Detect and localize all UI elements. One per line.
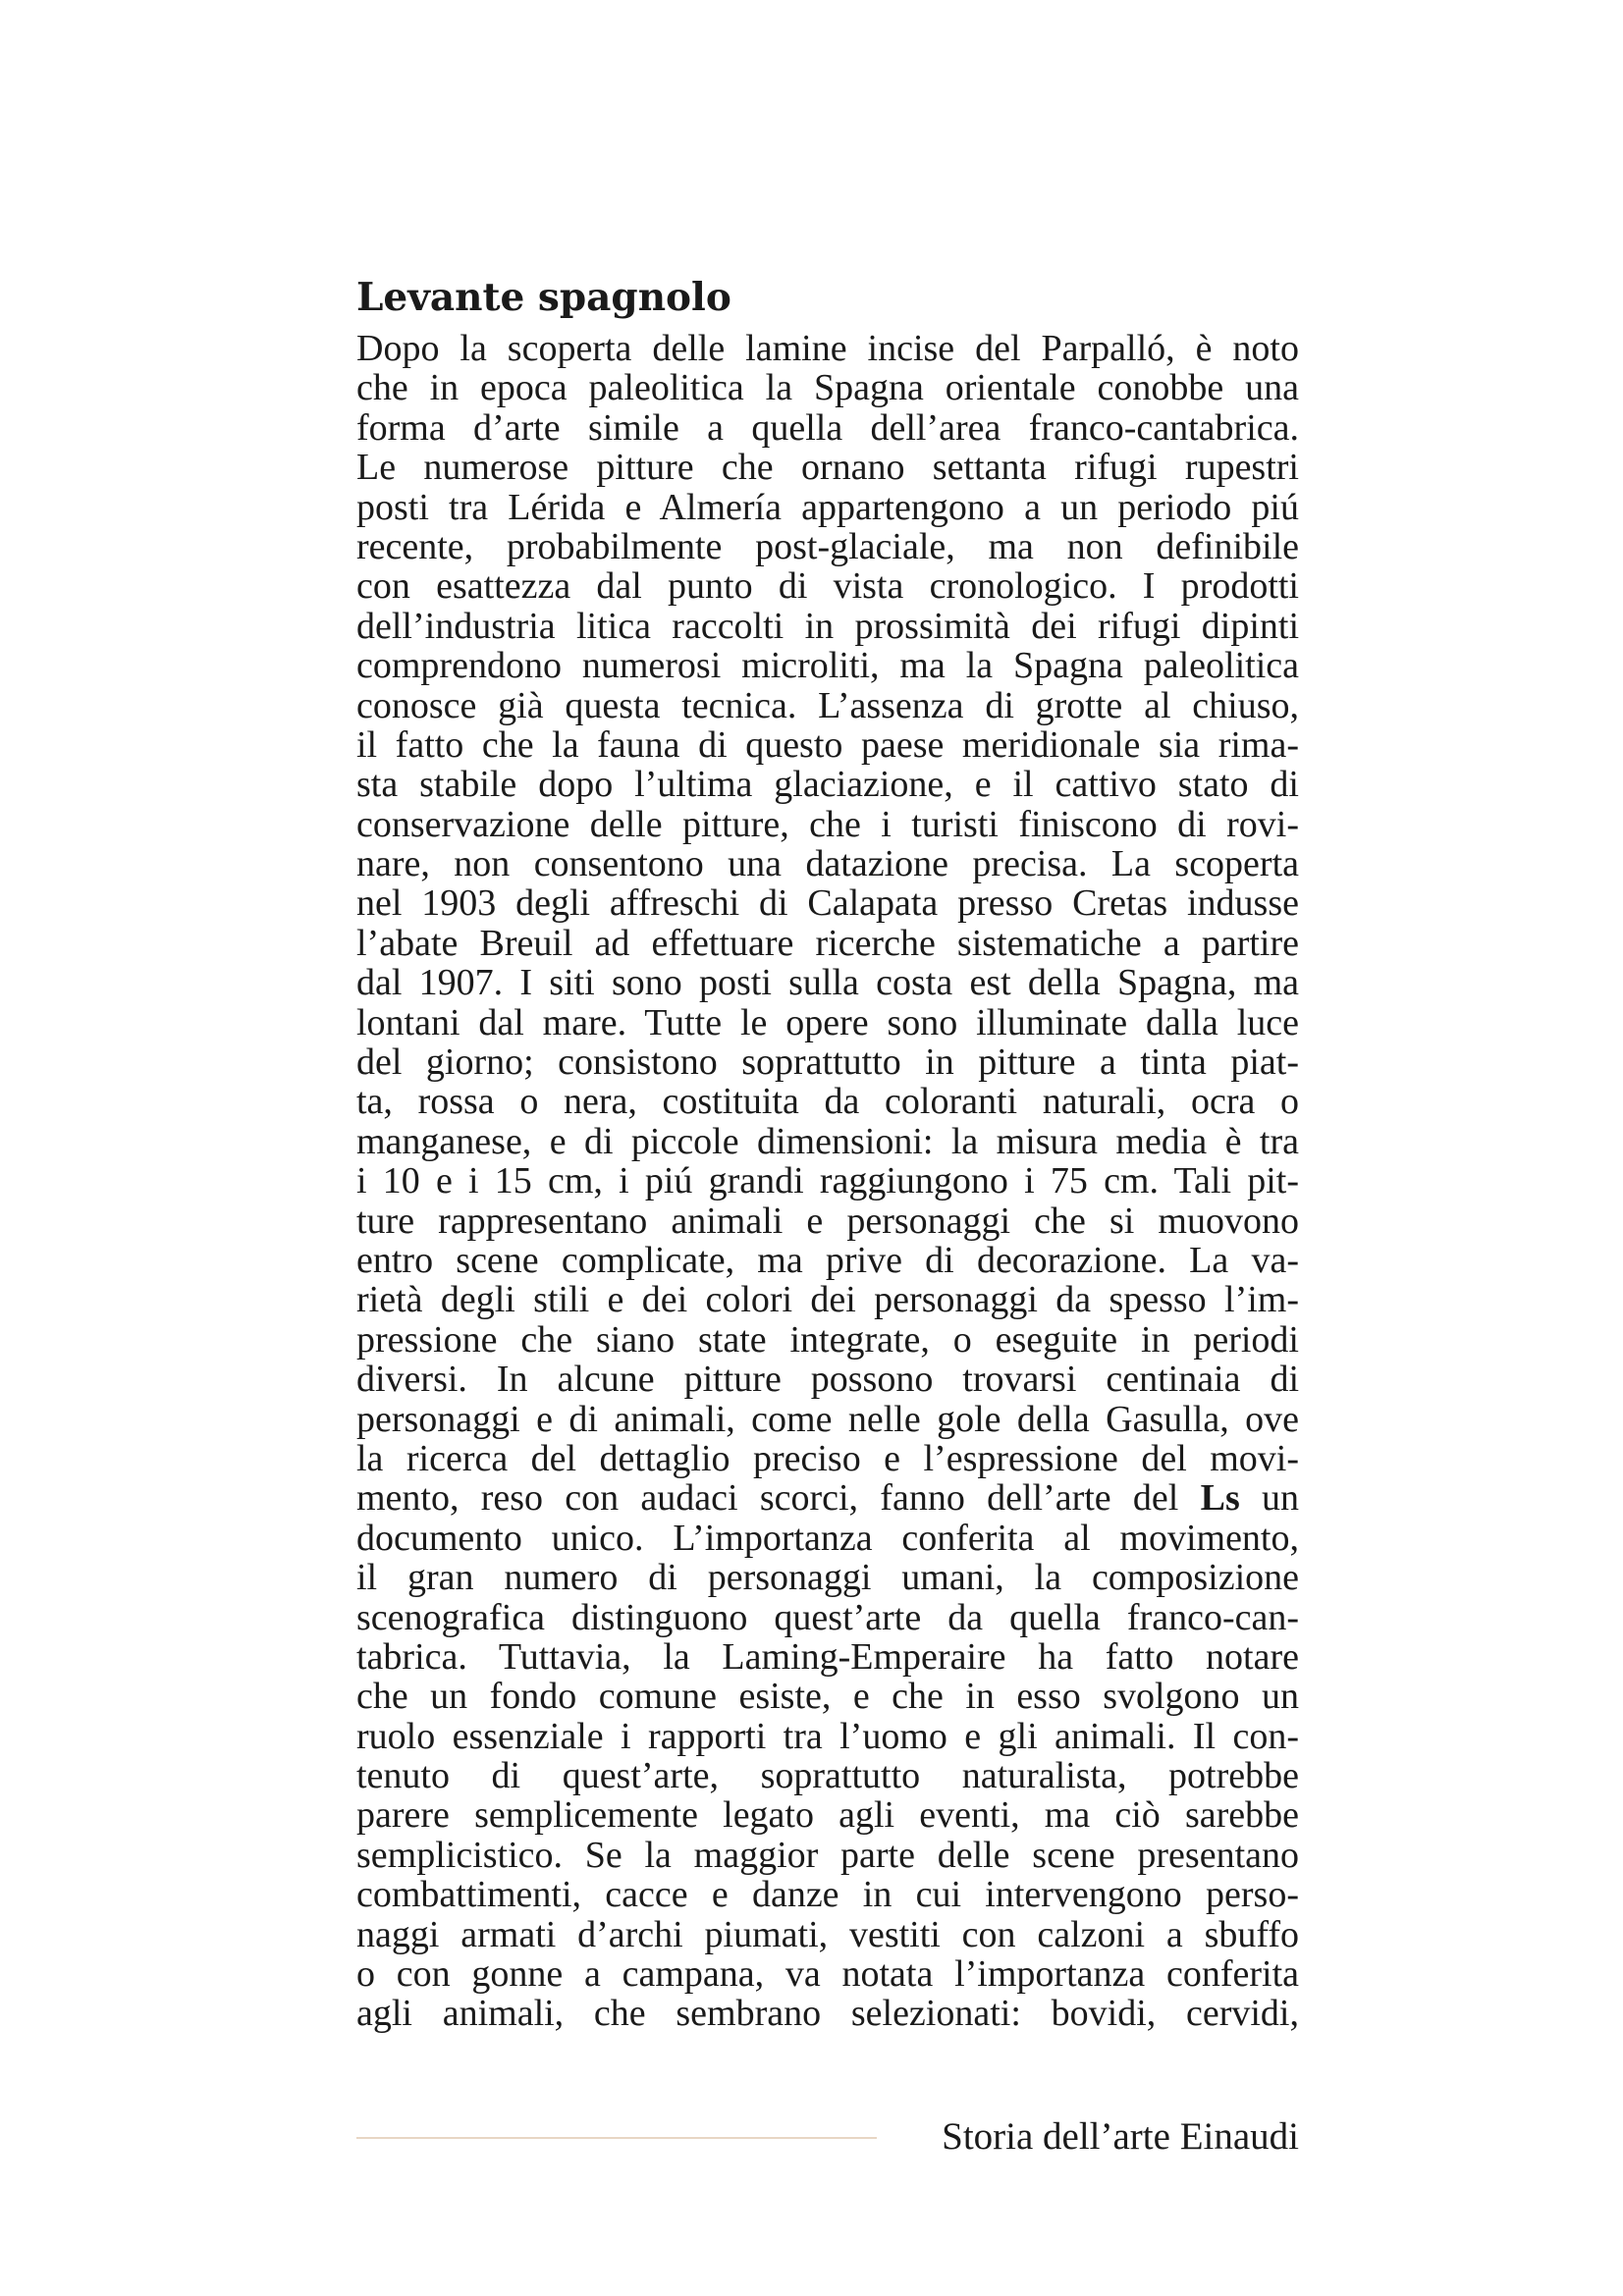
text-line: lontani dal mare. Tutte le opere sono illuminate dalla luce xyxy=(356,1001,1299,1043)
text-line: che in epoca paleolitica la Spagna orientale conobbe una xyxy=(356,367,1299,409)
text-line: semplicistico. Se la maggior parte delle scene presentano xyxy=(356,1834,1299,1876)
text-line: agli animali, che sembrano selezionati: bovidi, cervidi, xyxy=(356,1993,1299,2035)
text-line: l’abate Breuil ad effettuare ricerche sistematiche a partire xyxy=(356,922,1299,964)
text-line xyxy=(356,1478,1299,1518)
text-line: recente, probabilmente post-glaciale, ma non definibile xyxy=(356,525,1299,567)
text-line: i 10 e i 15 cm, i piú grandi raggiungono i 75 cm. Tali pit- xyxy=(356,1160,1299,1202)
text-line: documento unico. L’importanza conferita al movimento, xyxy=(356,1517,1299,1559)
text-line: naggi armati d’archi piumati, vestiti con calzoni a sbuffo xyxy=(356,1913,1299,1955)
footer-title: Storia dell’arte Einaudi xyxy=(942,2115,1299,2158)
text-line: Le numerose pitture che ornano settanta rifugi rupestri xyxy=(356,447,1299,489)
footer-rule xyxy=(356,2137,877,2139)
text-line: manganese, e di piccole dimensioni: la misura media è tra xyxy=(356,1120,1299,1162)
text-line: tabrica. Tuttavia, la Laming-Emperaire ha fatto notare xyxy=(356,1635,1299,1678)
text-line: pressione che siano state integrate, o eseguite in periodi xyxy=(356,1318,1299,1361)
text-run: un xyxy=(1239,1477,1300,1520)
text-line: scenografica distinguono quest’arte da quella franco-can- xyxy=(356,1596,1299,1638)
text-line: personaggi e di animali, come nelle gole della Gasulla, ove xyxy=(356,1398,1299,1440)
text-line: dell’industria litica raccolti in prossimità dei rifugi dipinti xyxy=(356,605,1299,647)
text-line: nare, non consentono una datazione precisa. La scoperta xyxy=(356,843,1299,885)
text-line: dal 1907. I siti sono posti sulla costa est della Spagna, ma xyxy=(356,962,1299,1004)
text-line: sta stabile dopo l’ultima glaciazione, e il cattivo stato di xyxy=(356,764,1299,806)
text-line: diversi. In alcune pitture possono trovarsi centinaia di xyxy=(356,1359,1299,1401)
text-line: ruolo essenziale i rapporti tra l’uomo e gli animali. Il con- xyxy=(356,1715,1299,1757)
text-line: ture rappresentano animali e personaggi che si muovono xyxy=(356,1200,1299,1242)
text-line: nel 1903 degli affreschi di Calapata presso Cretas indusse xyxy=(356,882,1299,925)
text-line: che un fondo comune esiste, e che in esso svolgono un xyxy=(356,1676,1299,1718)
text-line: comprendono numerosi microliti, ma la Spagna paleolitica xyxy=(356,645,1299,687)
text-line: conosce già questa tecnica. L’assenza di grotte al chiuso, xyxy=(356,684,1299,726)
text-line: la ricerca del dettaglio preciso e l’espressione del movi- xyxy=(356,1437,1299,1479)
body-text xyxy=(356,329,1299,2034)
text-line: il gran numero di personaggi umani, la composizione xyxy=(356,1557,1299,1599)
text-line: conservazione delle pitture, che i turisti finiscono di rovi- xyxy=(356,803,1299,845)
text-line: del giorno; consistono soprattutto in pitture a tinta piat- xyxy=(356,1041,1299,1084)
text-line: con esattezza dal punto di vista cronologico. I prodotti xyxy=(356,565,1299,608)
text-line: combattimenti, cacce e danze in cui intervengono perso- xyxy=(356,1874,1299,1916)
text-line: parere semplicemente legato agli eventi, ma ciò sarebbe xyxy=(356,1794,1299,1837)
abbreviation-bold: Ls xyxy=(1200,1477,1240,1520)
text-line: Dopo la scoperta delle lamine incise del Parpalló, è noto xyxy=(356,328,1299,369)
text-line: forma d’arte simile a quella dell’area franco-cantabrica. xyxy=(356,406,1299,449)
text-line: il fatto che la fauna di questo paese meridionale sia rima- xyxy=(356,723,1299,766)
text-run: mento, reso con audaci scorci, fanno dell’arte del xyxy=(356,1477,1201,1520)
text-line: ta, rossa o nera, costituita da coloranti naturali, ocra o xyxy=(356,1081,1299,1123)
section-heading: Levante spagnolo xyxy=(356,275,731,320)
text-line: posti tra Lérida e Almería appartengono a un periodo piú xyxy=(356,486,1299,528)
text-line: entro scene complicate, ma prive di decorazione. La va- xyxy=(356,1239,1299,1281)
text-line: rietà degli stili e dei colori dei personaggi da spesso l’im- xyxy=(356,1279,1299,1321)
text-line: tenuto di quest’arte, soprattutto naturalista, potrebbe xyxy=(356,1755,1299,1797)
text-line: o con gonne a campana, va notata l’importanza conferita xyxy=(356,1953,1299,1996)
